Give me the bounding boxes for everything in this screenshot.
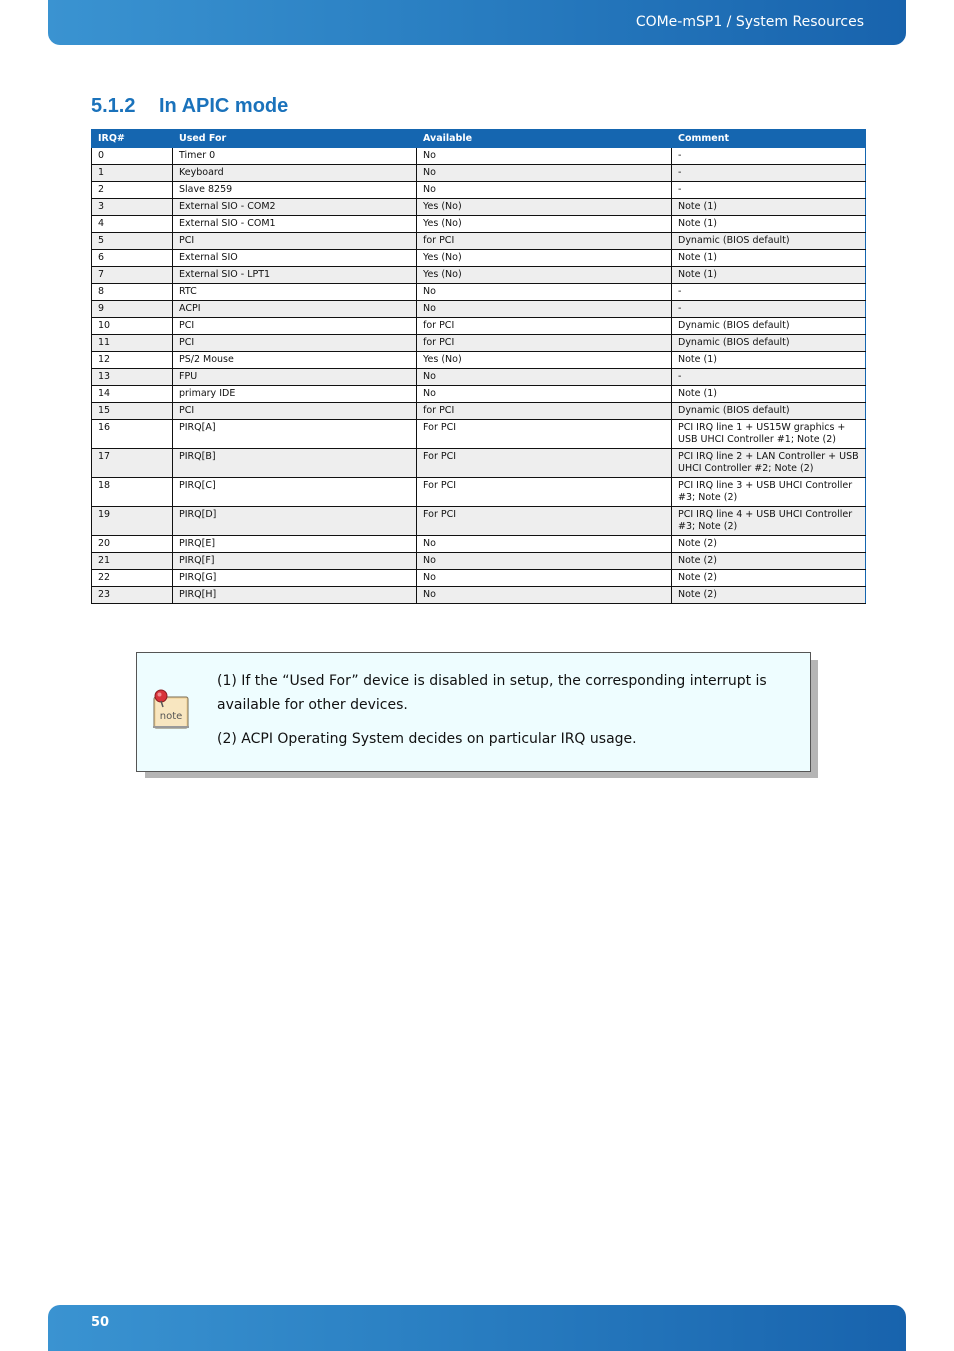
section-heading bbox=[91, 95, 288, 118]
table-row bbox=[92, 403, 866, 420]
table-cell: Note (1) bbox=[672, 216, 866, 233]
table-cell: Yes (No) bbox=[417, 267, 672, 284]
table-cell: Yes (No) bbox=[417, 199, 672, 216]
table-cell: External SIO - COM2 bbox=[173, 199, 417, 216]
section-number: 5.1.2 bbox=[91, 95, 136, 117]
table-cell: for PCI bbox=[417, 318, 672, 335]
table-cell: PCI bbox=[173, 318, 417, 335]
table-cell: 21 bbox=[92, 553, 173, 570]
table-cell: PIRQ[F] bbox=[173, 553, 417, 570]
table-cell: PCI IRQ line 4 + USB UHCI Controller #3; Note (2) bbox=[672, 507, 866, 536]
table-cell: Dynamic (BIOS default) bbox=[672, 335, 866, 352]
table-cell: Note (1) bbox=[672, 250, 866, 267]
table-cell: No bbox=[417, 369, 672, 386]
table-row bbox=[92, 182, 866, 199]
table-row bbox=[92, 570, 866, 587]
table-cell: primary IDE bbox=[173, 386, 417, 403]
table-row bbox=[92, 148, 866, 165]
table-cell: Dynamic (BIOS default) bbox=[672, 233, 866, 250]
table-cell: PCI bbox=[173, 335, 417, 352]
table-cell: 19 bbox=[92, 507, 173, 536]
table-cell: 3 bbox=[92, 199, 173, 216]
table-cell: No bbox=[417, 148, 672, 165]
table-cell: Timer 0 bbox=[173, 148, 417, 165]
table-row bbox=[92, 536, 866, 553]
table-cell: 7 bbox=[92, 267, 173, 284]
table-cell: No bbox=[417, 284, 672, 301]
table-cell: PIRQ[A] bbox=[173, 420, 417, 449]
page-number: 50 bbox=[91, 1315, 110, 1330]
table-cell: FPU bbox=[173, 369, 417, 386]
table-row bbox=[92, 165, 866, 182]
table-cell: Dynamic (BIOS default) bbox=[672, 403, 866, 420]
note-line-2: (2) ACPI Operating System decides on particular IRQ usage. bbox=[217, 731, 637, 747]
table-cell: 2 bbox=[92, 182, 173, 199]
table-cell: PCI IRQ line 1 + US15W graphics + USB UHCI Controller #1; Note (2) bbox=[672, 420, 866, 449]
table-cell: - bbox=[672, 148, 866, 165]
table-cell: External SIO - COM1 bbox=[173, 216, 417, 233]
table-cell: No bbox=[417, 587, 672, 604]
irq-table bbox=[91, 129, 866, 604]
table-row bbox=[92, 318, 866, 335]
header-title: COMe-mSP1 / System Resources bbox=[635, 14, 864, 30]
table-row bbox=[92, 449, 866, 478]
table-cell: 1 bbox=[92, 165, 173, 182]
column-header: Comment bbox=[672, 130, 866, 148]
table-cell: 13 bbox=[92, 369, 173, 386]
header-bar bbox=[48, 0, 906, 45]
table-row bbox=[92, 284, 866, 301]
table-cell: 0 bbox=[92, 148, 173, 165]
table-cell: 10 bbox=[92, 318, 173, 335]
table-row bbox=[92, 233, 866, 250]
table-row bbox=[92, 587, 866, 604]
table-cell: 12 bbox=[92, 352, 173, 369]
table-cell: 20 bbox=[92, 536, 173, 553]
table-cell: External SIO - LPT1 bbox=[173, 267, 417, 284]
note-icon-label: note bbox=[159, 711, 183, 722]
section-title: In APIC mode bbox=[159, 95, 289, 117]
table-cell: - bbox=[672, 284, 866, 301]
table-cell: PCI IRQ line 2 + LAN Controller + USB UHCI Controller #2; Note (2) bbox=[672, 449, 866, 478]
table-header-row bbox=[92, 130, 866, 148]
table-cell: PCI IRQ line 3 + USB UHCI Controller #3; Note (2) bbox=[672, 478, 866, 507]
table-cell: Note (1) bbox=[672, 199, 866, 216]
table-cell: 18 bbox=[92, 478, 173, 507]
table-cell: PIRQ[G] bbox=[173, 570, 417, 587]
table-cell: PCI bbox=[173, 233, 417, 250]
table-cell: PS/2 Mouse bbox=[173, 352, 417, 369]
table-row bbox=[92, 250, 866, 267]
table-cell: Yes (No) bbox=[417, 216, 672, 233]
table-cell: 6 bbox=[92, 250, 173, 267]
table-cell: 14 bbox=[92, 386, 173, 403]
note-text bbox=[217, 669, 792, 761]
table-cell: No bbox=[417, 553, 672, 570]
table-cell: 22 bbox=[92, 570, 173, 587]
table-cell: No bbox=[417, 301, 672, 318]
table-row bbox=[92, 507, 866, 536]
table-row bbox=[92, 199, 866, 216]
table-cell: - bbox=[672, 369, 866, 386]
table-cell: 11 bbox=[92, 335, 173, 352]
table-cell: Dynamic (BIOS default) bbox=[672, 318, 866, 335]
table-row bbox=[92, 386, 866, 403]
note-line-1: (1) If the “Used For” device is disabled in setup, the corresponding interrupt is available for other devices. bbox=[217, 673, 767, 713]
table-row bbox=[92, 420, 866, 449]
table-row bbox=[92, 478, 866, 507]
column-header: Used For bbox=[173, 130, 417, 148]
table-cell: Yes (No) bbox=[417, 250, 672, 267]
table-row bbox=[92, 553, 866, 570]
table-cell: No bbox=[417, 570, 672, 587]
table-cell: 16 bbox=[92, 420, 173, 449]
table-cell: Keyboard bbox=[173, 165, 417, 182]
table-cell: 4 bbox=[92, 216, 173, 233]
table-cell: No bbox=[417, 536, 672, 553]
table-cell: PIRQ[C] bbox=[173, 478, 417, 507]
table-cell: Note (1) bbox=[672, 352, 866, 369]
table-cell: for PCI bbox=[417, 403, 672, 420]
table-cell: Yes (No) bbox=[417, 352, 672, 369]
table-cell: Note (2) bbox=[672, 553, 866, 570]
table-cell: Note (2) bbox=[672, 587, 866, 604]
table-row bbox=[92, 216, 866, 233]
irq-table-body bbox=[92, 148, 866, 604]
footer-bar bbox=[48, 1305, 906, 1351]
table-cell: RTC bbox=[173, 284, 417, 301]
table-cell: 5 bbox=[92, 233, 173, 250]
table-cell: No bbox=[417, 165, 672, 182]
table-cell: PIRQ[B] bbox=[173, 449, 417, 478]
table-cell: Slave 8259 bbox=[173, 182, 417, 199]
note-icon bbox=[151, 687, 191, 731]
table-cell: PIRQ[D] bbox=[173, 507, 417, 536]
table-cell: ACPI bbox=[173, 301, 417, 318]
column-header: Available bbox=[417, 130, 672, 148]
table-row bbox=[92, 352, 866, 369]
table-cell: For PCI bbox=[417, 420, 672, 449]
table-cell: PIRQ[H] bbox=[173, 587, 417, 604]
table-cell: For PCI bbox=[417, 478, 672, 507]
table-cell: For PCI bbox=[417, 449, 672, 478]
table-cell: For PCI bbox=[417, 507, 672, 536]
table-cell: for PCI bbox=[417, 335, 672, 352]
table-cell: 9 bbox=[92, 301, 173, 318]
table-cell: No bbox=[417, 386, 672, 403]
table-cell: - bbox=[672, 182, 866, 199]
irq-table-header bbox=[92, 130, 866, 148]
table-cell: Note (1) bbox=[672, 267, 866, 284]
table-cell: No bbox=[417, 182, 672, 199]
table-cell: Note (1) bbox=[672, 386, 866, 403]
table-cell: - bbox=[672, 165, 866, 182]
table-row bbox=[92, 369, 866, 386]
table-row bbox=[92, 301, 866, 318]
table-cell: Note (2) bbox=[672, 536, 866, 553]
table-cell: External SIO bbox=[173, 250, 417, 267]
table-cell: 23 bbox=[92, 587, 173, 604]
column-header: IRQ# bbox=[92, 130, 173, 148]
table-cell: 8 bbox=[92, 284, 173, 301]
table-cell: PCI bbox=[173, 403, 417, 420]
table-cell: Note (2) bbox=[672, 570, 866, 587]
table-cell: 15 bbox=[92, 403, 173, 420]
table-row bbox=[92, 335, 866, 352]
table-row bbox=[92, 267, 866, 284]
table-cell: - bbox=[672, 301, 866, 318]
table-cell: PIRQ[E] bbox=[173, 536, 417, 553]
table-cell: for PCI bbox=[417, 233, 672, 250]
note-box bbox=[136, 652, 811, 772]
table-cell: 17 bbox=[92, 449, 173, 478]
